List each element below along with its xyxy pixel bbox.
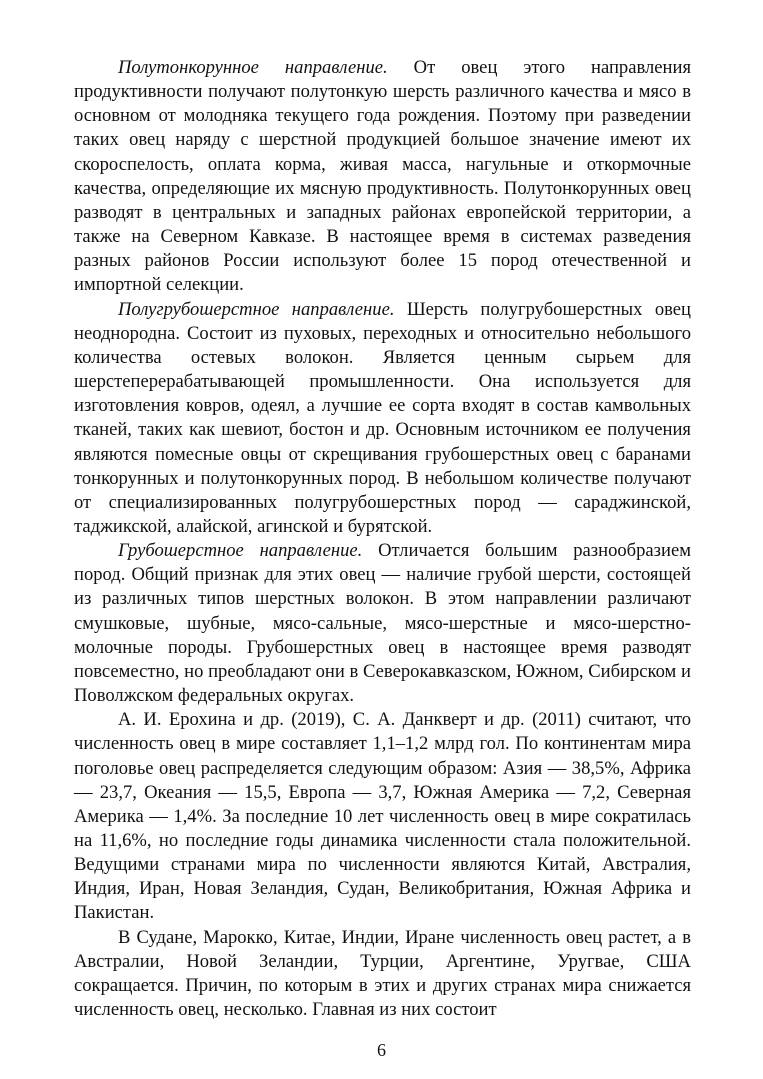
paragraph-world-population xyxy=(74,708,691,925)
paragraph-text: А. И. Ерохина и др. (2019), С. А. Данкверт и др. (2011) считают, что численность овец в мире составляет 1,1–1,2 млрд гол. По континентам мира поголовье овец распределяется следующим образом: Азия — 38,5%, Африка — 23,7, Океания — 15,5, Европа — 3,7, Южная Америка — 7,2, Северная Америка — 1,4%. За последние 10 лет численность овец в мире сократилась на 11,6%, но последние годы динамика численности стала положительной. Ведущими странами мира по численности являются Китай, Австралия, Индия, Иран, Новая Зеландия, Судан, Великобритания, Южная Африка и Пакистан. xyxy=(74,709,691,924)
paragraph-coarse-wool xyxy=(74,539,691,708)
page-number: 6 xyxy=(377,1040,386,1060)
paragraph-country-trends xyxy=(74,926,691,1023)
paragraph-lead: Полугрубошерстное направление. xyxy=(118,298,395,320)
paragraph-text: Шерсть полугрубошерстных овец неоднородна. Состоит из пуховых, переходных и относительно небольшого количества остевых волокон. Является ценным сырьем для шерстеперерабатывающей промышленности. Она используется для изготовления ковров, одеял, а лучшие ее сорта входят в состав камвольных тканей, таких как шевиот, бостон и др. Основным источником ее получения являются помесные овцы от скрещивания грубошерстных овец с баранами тонкорунных и полутонкорунных пород. В небольшом количестве получают от специализированных полугрубошерстных пород — сараджинской, таджикской, алайской, агинской и бурятской. xyxy=(74,298,691,537)
paragraph-semifine-wool xyxy=(74,56,691,298)
paragraph-text: От овец этого направления продуктивности получают полутонкую шерсть различного качества и мясо в основном от молодняка текущего года рождения. Поэтому при разведении таких овец наряду с шерстной продукцией большое значение имеют их скороспелость, оплата корма, живая масса, нагульные и откормочные качества, определяющие их мясную продуктивность. Полутонкорунных овец разводят в центральных и западных районах европейской территории, а также на Северном Кавказе. В настоящее время в системах разведения разных районов России используют более 15 пород отечественной и импортной селекции. xyxy=(74,57,691,296)
paragraph-text: В Судане, Марокко, Китае, Индии, Иране численность овец растет, а в Австралии, Новой Зеландии, Турции, Аргентине, Уругвае, США сокращается. Причин, по которым в этих и других странах мира снижается численность овец, несколько. Главная из них состоит xyxy=(74,926,691,1021)
paragraph-text: Отличается большим разнообразием пород. Общий признак для этих овец — наличие грубой шерсти, состоящей из различных типов шерстных волокон. В этом направлении различают смушковые, шубные, мясо-сальные, мясо-шерстные и мясо-шерстно-молочные породы. Грубошерстных овец в настоящее время разводят повсеместно, но преобладают они в Северокавказском, Южном, Сибирском и Поволжском федеральных округах. xyxy=(74,540,692,707)
paragraph-lead: Грубошерстное направление. xyxy=(118,540,363,562)
paragraph-semicoarse-wool xyxy=(74,298,691,540)
page-body xyxy=(74,56,691,1022)
paragraph-lead: Полутонкорунное направление. xyxy=(118,57,388,78)
